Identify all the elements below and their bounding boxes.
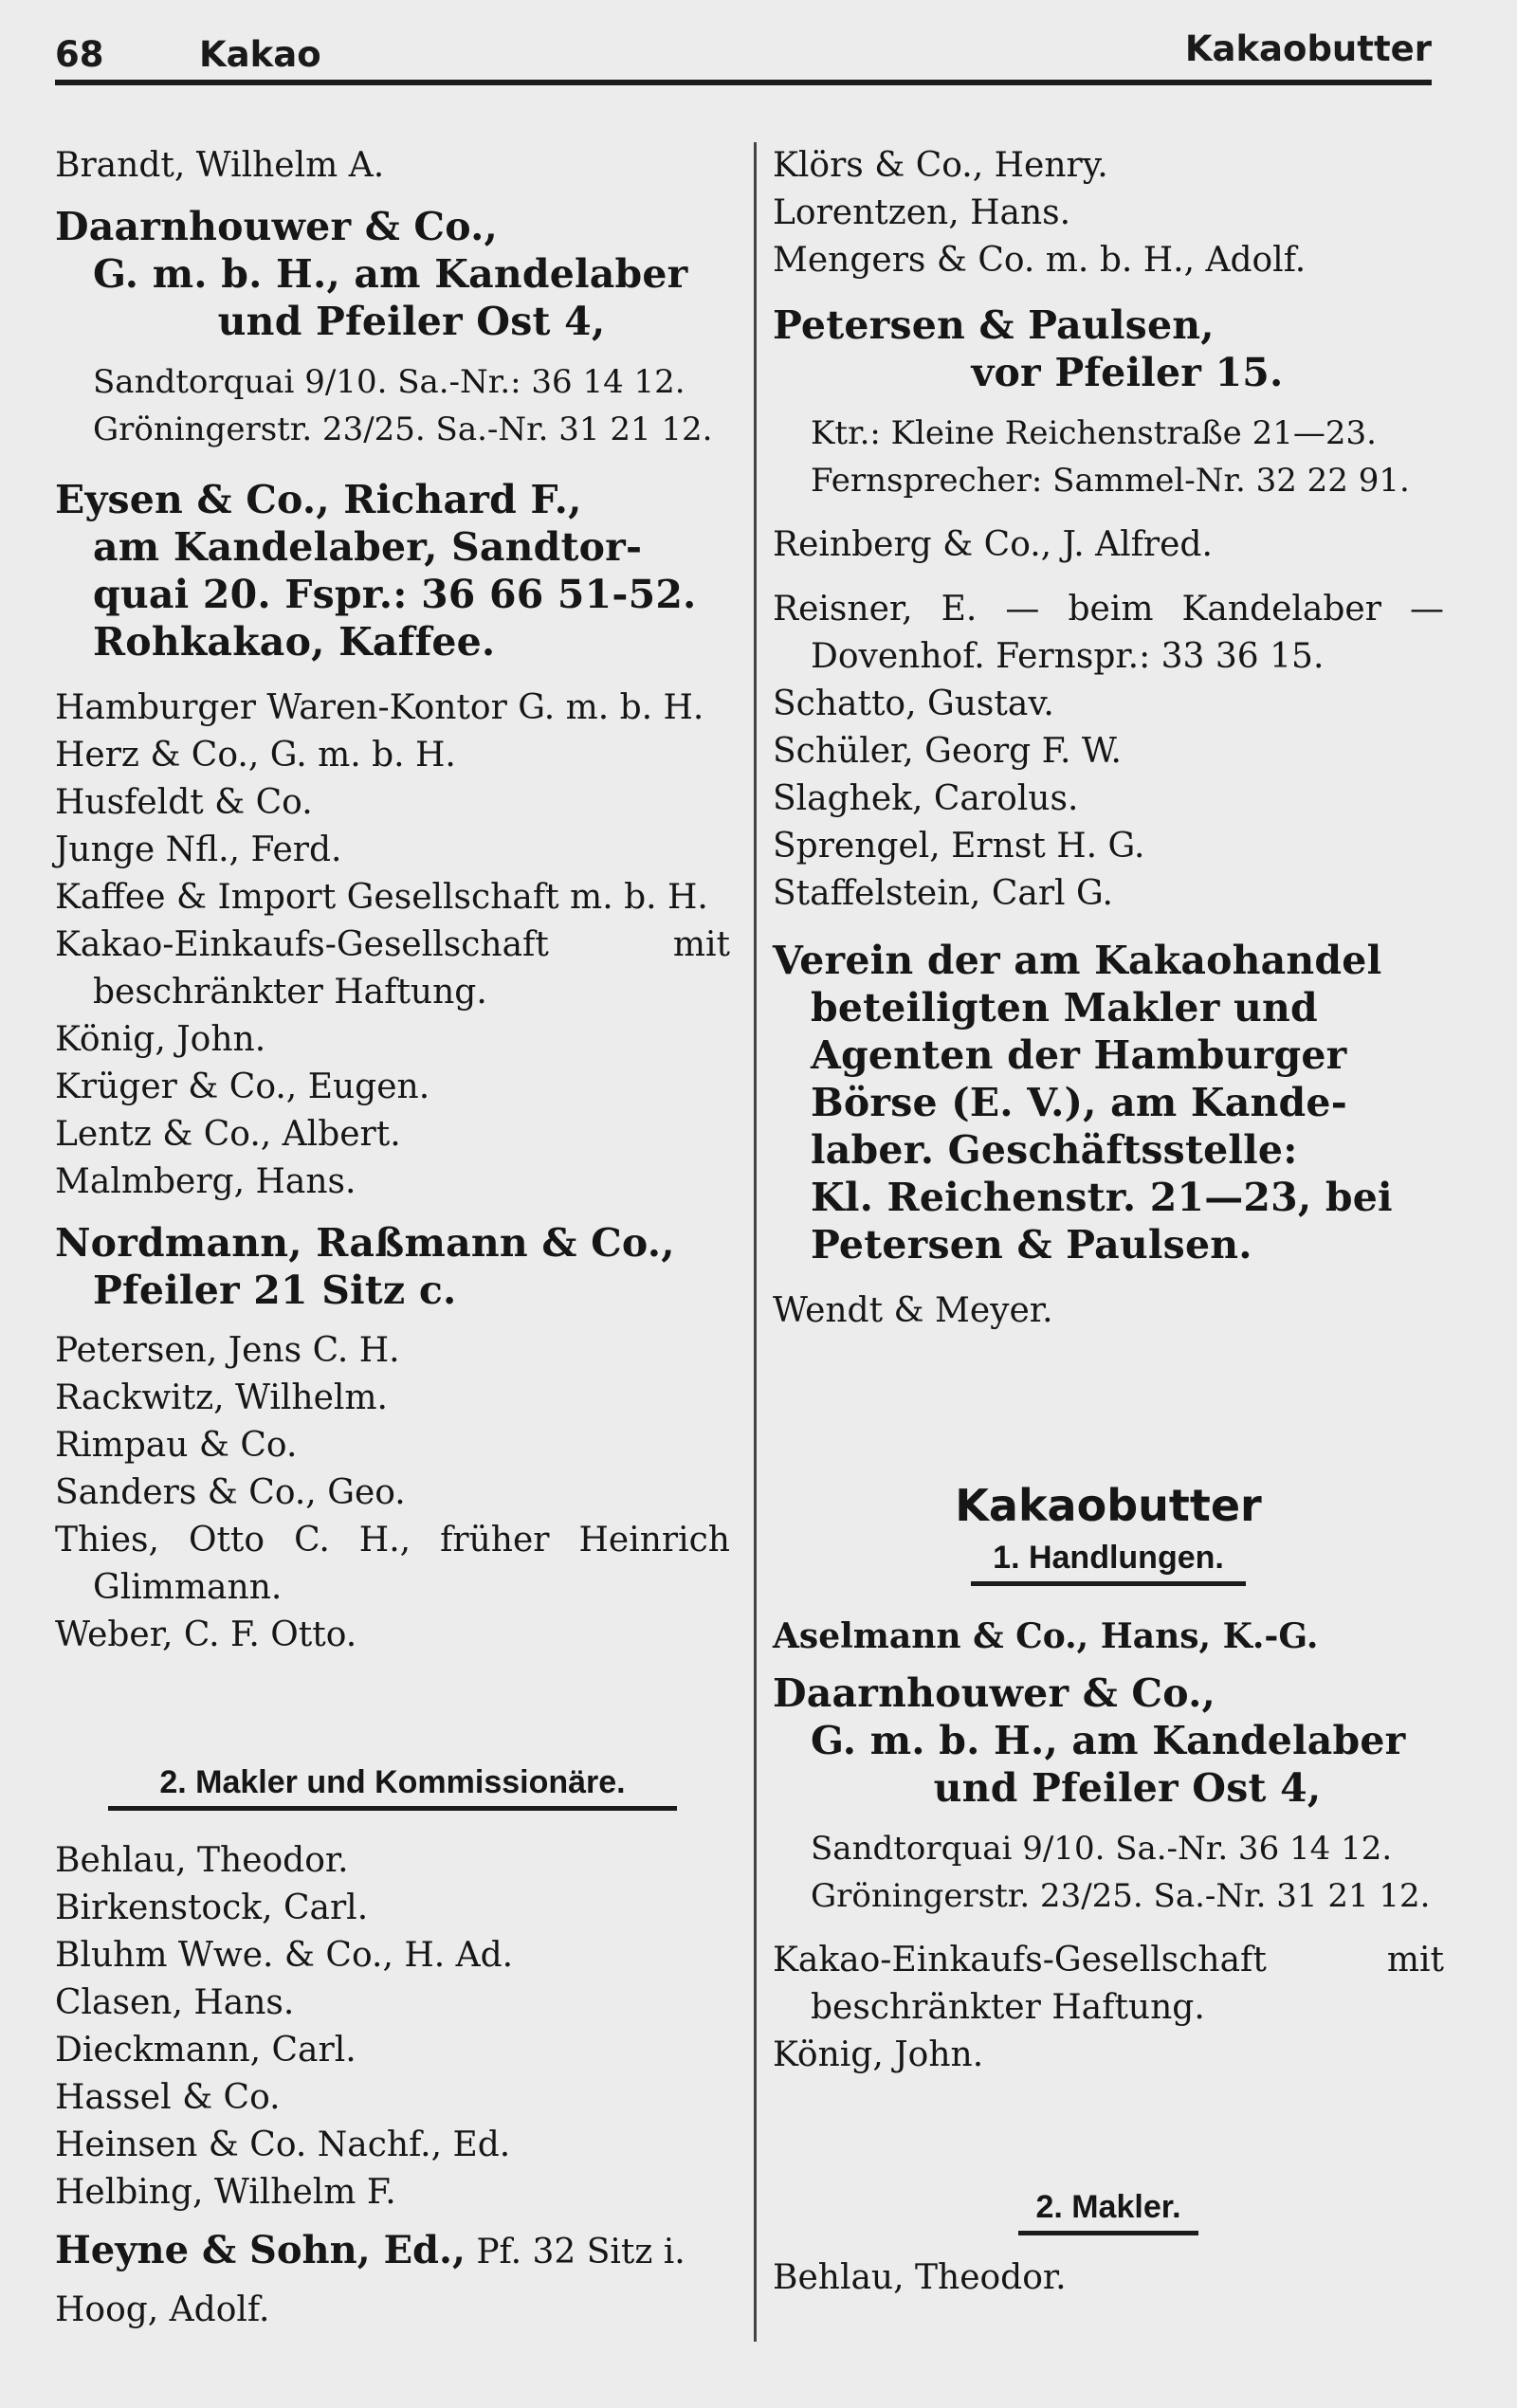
list-item: Junge Nfl., Ferd. (55, 830, 342, 869)
petersen-line-1: Petersen & Paulsen, (773, 302, 1215, 348)
left-column (55, 142, 730, 2334)
list-item: Weber, C. F. Otto. (55, 1615, 357, 1654)
list-item: Sprengel, Ernst H. G. (773, 827, 1145, 866)
daarnhouwer-line-3: und Pfeiler Ost 4, (217, 299, 606, 344)
eysen-line-4: Rohkakao, Kaffee. (93, 619, 496, 665)
daarnhouwer2-line-1: Daarnhouwer & Co., (773, 1670, 1216, 1716)
list-item: Husfeldt & Co. (55, 783, 313, 822)
entry-verein (773, 937, 1444, 1268)
list-item: Kaffee & Import Gesellschaft m. b. H. (55, 878, 708, 917)
entry-daarnhouwer (55, 203, 730, 345)
eysen-line-3: quai 20. Fspr.: 36 66 51-52. (93, 572, 697, 617)
nordmann-line-2: Pfeiler 21 Sitz c. (93, 1268, 457, 1313)
entry-reinberg: Reinberg & Co., J. Alfred. (773, 525, 1213, 564)
list-item: Sanders & Co., Geo. (55, 1473, 406, 1512)
entry-petersen-paulsen (773, 301, 1444, 396)
list-item: Rackwitz, Wilhelm. (55, 1378, 388, 1417)
list-firms-c (773, 681, 1444, 918)
section-name: Kakao (199, 34, 321, 75)
verein-line-3: Agenten der Hamburger (811, 1032, 1347, 1078)
section-heading-makler-2: 2. Makler. (1035, 2189, 1181, 2225)
entry-heyne (55, 2226, 730, 2277)
page-number: 68 (55, 34, 104, 75)
list-item: Schatto, Gustav. (773, 684, 1054, 723)
entry-daarnhouwer-2 (773, 1669, 1444, 1812)
list-item: Kakao-Einkaufs-Gesellschaft mit beschränkter Haftung. (55, 925, 730, 1012)
entry-kakao-einkauf: Kakao-Einkaufs-Gesellschaft mit beschränkter Haftung. (773, 1941, 1444, 2027)
list-item: Rimpau & Co. (55, 1426, 298, 1465)
verein-line-1: Verein der am Kakaohandel (773, 938, 1382, 983)
list-item: Malmberg, Hans. (55, 1162, 356, 1201)
daarnhouwer-line-1: Daarnhouwer & Co., (55, 204, 499, 249)
list-item: Staffelstein, Carl G. (773, 874, 1113, 913)
right-column (773, 142, 1444, 2302)
entry-nordmann (55, 1219, 730, 1314)
section-rule (108, 1806, 677, 1811)
list-item: Hassel & Co. (55, 2078, 281, 2117)
list-item: Mengers & Co. m. b. H., Adolf. (773, 241, 1307, 280)
page-header (55, 28, 1432, 82)
list-item: Lentz & Co., Albert. (55, 1115, 401, 1154)
list-item: Slaghek, Carolus. (773, 779, 1079, 818)
heyne-location: Pf. 32 Sitz i. (465, 2233, 685, 2271)
entry-wendt: Wendt & Meyer. (773, 1291, 1053, 1330)
section-heading-handlungen: 1. Handlungen. (993, 1540, 1224, 1576)
daarnhouwer2-line-2: G. m. b. H., am Kandelaber (811, 1718, 1406, 1763)
entry-hoog: Hoog, Adolf. (55, 2290, 270, 2329)
running-title: Kakaobutter (1184, 28, 1432, 69)
list-item: Herz & Co., G. m. b. H. (55, 736, 456, 775)
section-rule (1018, 2231, 1198, 2235)
daarnhouwer2-line-3: und Pfeiler Ost 4, (933, 1765, 1322, 1811)
entry-brandt: Brandt, Wilhelm A. (55, 146, 385, 185)
list-item: Behlau, Theodor. (55, 1841, 349, 1880)
daarnhouwer-address-2: Gröningerstr. 23/25. Sa.-Nr. 31 21 12. (93, 410, 713, 448)
list-item: Petersen, Jens C. H. (55, 1331, 400, 1370)
list-item: König, John. (55, 1020, 266, 1059)
list-item: Bluhm Wwe. & Co., H. Ad. (55, 1936, 514, 1975)
daarnhouwer-line-2: G. m. b. H., am Kandelaber (93, 251, 688, 297)
section-heading-makler: 2. Makler und Kommissionäre. (159, 1764, 626, 1800)
list-makler (55, 1837, 730, 2216)
list-item: Schüler, Georg F. W. (773, 732, 1122, 771)
column-divider (754, 142, 757, 2342)
list-item: Dieckmann, Carl. (55, 2031, 356, 2070)
petersen-address-1: Ktr.: Kleine Reichenstraße 21—23. (811, 414, 1377, 452)
nordmann-line-1: Nordmann, Raßmann & Co., (55, 1220, 675, 1266)
list-item: Klörs & Co., Henry. (773, 146, 1108, 185)
list-firms-a (55, 684, 730, 1206)
entry-reisner: Reisner, E. — beim Kandelaber — Dovenhof. Fernspr.: 33 36 15. (773, 590, 1444, 676)
daarnhouwer2-address-1: Sandtorquai 9/10. Sa.-Nr. 36 14 12. (811, 1830, 1393, 1868)
list-firms-b (55, 1327, 730, 1659)
list-item: Lorentzen, Hans. (773, 193, 1071, 232)
list-item: Thies, Otto C. H., früher Heinrich Glimmann. (55, 1521, 730, 1607)
list-item: Hamburger Waren-Kontor G. m. b. H. (55, 688, 704, 727)
verein-line-7: Petersen & Paulsen. (811, 1222, 1252, 1268)
daarnhouwer2-address-2: Gröningerstr. 23/25. Sa.-Nr. 31 21 12. (811, 1877, 1431, 1915)
list-item: Clasen, Hans. (55, 1983, 295, 2022)
daarnhouwer-address-1: Sandtorquai 9/10. Sa.-Nr.: 36 14 12. (93, 363, 685, 401)
list-item: Krüger & Co., Eugen. (55, 1067, 430, 1106)
entry-eysen (55, 476, 730, 666)
section-rule (971, 1581, 1246, 1586)
heyne-name: Heyne & Sohn, Ed., (55, 2228, 466, 2272)
entry-aselmann: Aselmann & Co., Hans, K.-G. (773, 1616, 1319, 1656)
verein-line-6: Kl. Reichenstr. 21—23, bei (811, 1175, 1393, 1220)
petersen-line-2: vor Pfeiler 15. (971, 350, 1284, 395)
verein-line-5: laber. Geschäftsstelle: (811, 1127, 1298, 1173)
verein-line-2: beteiligten Makler und (811, 985, 1318, 1031)
entry-behlau: Behlau, Theodor. (773, 2258, 1067, 2297)
header-rule (55, 80, 1432, 85)
entry-koenig: König, John. (773, 2035, 984, 2074)
verein-line-4: Börse (E. V.), am Kande- (811, 1080, 1347, 1125)
list-item: Helbing, Wilhelm F. (55, 2173, 396, 2212)
list-item: Birkenstock, Carl. (55, 1888, 369, 1927)
petersen-address-2: Fernsprecher: Sammel-Nr. 32 22 91. (811, 462, 1410, 500)
eysen-line-2: am Kandelaber, Sandtor- (93, 524, 643, 570)
eysen-line-1: Eysen & Co., Richard F., (55, 477, 582, 522)
kakaobutter-title: Kakaobutter (955, 1480, 1262, 1531)
list-item: Heinsen & Co. Nachf., Ed. (55, 2125, 511, 2164)
